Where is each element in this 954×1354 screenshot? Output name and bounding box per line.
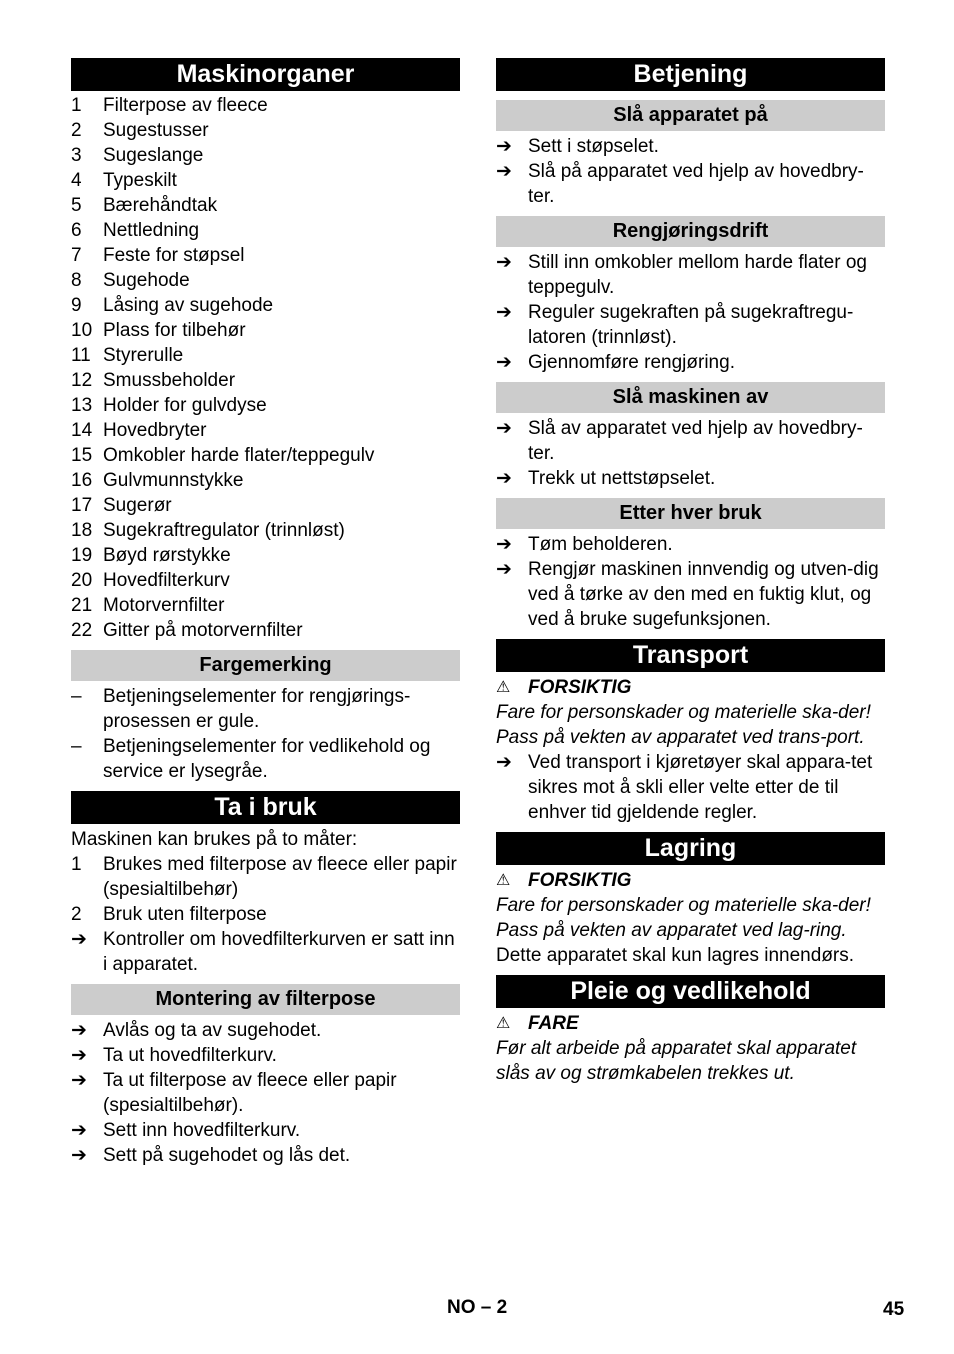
arrow-icon: ➔	[71, 1020, 87, 1041]
arrow-icon: ➔	[71, 1120, 87, 1141]
arrow-icon: ➔	[496, 136, 512, 157]
heading-ta-i-bruk: Ta i bruk	[71, 791, 460, 824]
list-item: 13 Holder for gulvdyse	[71, 395, 267, 416]
list-item: 22 Gitter på motorvernfilter	[71, 620, 303, 641]
heading-pleie: Pleie og vedlikehold	[496, 975, 885, 1008]
warning-icon: ⚠	[496, 1015, 511, 1032]
step-item: ➔ Reguler sugekraften på sugekraftregu-latoren (trinnløst).	[496, 302, 854, 348]
list-item: 3 Sugeslange	[71, 145, 204, 166]
right-column	[496, 58, 885, 1086]
heading-fargemerking: Fargemerking	[71, 650, 460, 681]
heading-betjening: Betjening	[496, 58, 885, 91]
step-item: ➔ Gjennomføre rengjøring.	[496, 352, 735, 373]
parts-list	[71, 93, 460, 643]
list-item: 1 Brukes med filterpose av fleece eller papir (spesialtilbehør)	[71, 854, 457, 900]
step-item: ➔ Slå på apparatet ved hjelp av hovedbry-ter.	[496, 161, 864, 207]
list-item: 11 Styrerulle	[71, 345, 184, 366]
list-item: 4 Typeskilt	[71, 170, 177, 191]
step-item: ➔ Ta ut filterpose av fleece eller papir (spesialtilbehør).	[71, 1070, 397, 1116]
caution-text: Fare for personskader og materielle ska-der! Pass på vekten av apparatet ved trans-port.	[496, 702, 871, 748]
heading-maskinorganer: Maskinorganer	[71, 58, 460, 91]
danger-label: ⚠ FARE	[496, 1013, 579, 1034]
step-item: ➔ Ved transport i kjøretøyer skal appara-tet sikres mot å skli eller velte etter de til enhver tid gjeldende regler.	[496, 752, 873, 823]
caution-text: Fare for personskader og materielle ska-der! Pass på vekten av apparatet ved lag-ring.	[496, 895, 871, 941]
arrow-icon: ➔	[496, 468, 512, 489]
list-item: 1 Filterpose av fleece	[71, 95, 268, 116]
heading-montering: Montering av filterpose	[71, 984, 460, 1015]
danger-text: Før alt arbeide på apparatet skal apparatet slås av og strømkabelen trekkes ut.	[496, 1038, 857, 1084]
step-item: ➔ Sett i støpselet.	[496, 136, 659, 157]
list-item: 12 Smussbeholder	[71, 370, 236, 391]
left-column	[71, 58, 460, 1168]
heading-sla-pa: Slå apparatet på	[496, 100, 885, 131]
list-item: 6 Nettledning	[71, 220, 200, 241]
heading-lagring: Lagring	[496, 832, 885, 865]
warning-icon: ⚠	[496, 679, 511, 696]
step-item: ➔ Kontroller om hovedfilterkurven er satt inn i apparatet.	[71, 929, 455, 975]
list-item: 2 Sugestusser	[71, 120, 209, 141]
intro-text: Maskinen kan brukes på to måter:	[71, 829, 358, 850]
list-item: 8 Sugehode	[71, 270, 190, 291]
caution-label: ⚠ FORSIKTIG	[496, 870, 632, 891]
arrow-icon: ➔	[496, 752, 512, 773]
arrow-icon: ➔	[71, 1045, 87, 1066]
list-item: 7 Feste for støpsel	[71, 245, 245, 266]
list-item: 18 Sugekraftregulator (trinnløst)	[71, 520, 345, 541]
list-item: 21 Motorvernfilter	[71, 595, 225, 616]
step-item: ➔ Avlås og ta av sugehodet.	[71, 1020, 322, 1041]
list-item: 20 Hovedfilterkurv	[71, 570, 230, 591]
arrow-icon: ➔	[496, 534, 512, 555]
list-item: 5 Bærehåndtak	[71, 195, 218, 216]
list-item: – Betjeningselementer for vedlikehold og service er lysegråe.	[71, 736, 431, 782]
arrow-icon: ➔	[71, 1145, 87, 1166]
heading-rengjoring: Rengjøringsdrift	[496, 216, 885, 247]
arrow-icon: ➔	[496, 418, 512, 439]
step-item: ➔ Slå av apparatet ved hjelp av hovedbry-ter.	[496, 418, 863, 464]
arrow-icon: ➔	[71, 1070, 87, 1091]
step-item: ➔ Sett på sugehodet og lås det.	[71, 1145, 351, 1166]
list-item: 19 Bøyd rørstykke	[71, 545, 231, 566]
list-item: 15 Omkobler harde flater/teppegulv	[71, 445, 375, 466]
storage-text: Dette apparatet skal kun lagres innendørs.	[496, 945, 855, 966]
arrow-icon: ➔	[496, 559, 512, 580]
heading-transport: Transport	[496, 639, 885, 672]
footer-lang-page: NO – 2	[447, 1297, 508, 1318]
list-item: 14 Hovedbryter	[71, 420, 207, 441]
caution-label: ⚠ FORSIKTIG	[496, 677, 632, 698]
arrow-icon: ➔	[496, 161, 512, 182]
list-item: 16 Gulvmunnstykke	[71, 470, 244, 491]
step-item: ➔ Trekk ut nettstøpselet.	[496, 468, 716, 489]
page-number: 45	[883, 1299, 905, 1320]
step-item: ➔ Ta ut hovedfilterkurv.	[71, 1045, 277, 1066]
list-item: 9 Låsing av sugehode	[71, 295, 274, 316]
list-item: – Betjeningselementer for rengjørings-prosessen er gule.	[71, 686, 411, 732]
arrow-icon: ➔	[496, 352, 512, 373]
arrow-icon: ➔	[71, 929, 87, 950]
heading-etter: Etter hver bruk	[496, 498, 885, 529]
step-item: ➔ Still inn omkobler mellom harde flater og teppegulv.	[496, 252, 867, 298]
arrow-icon: ➔	[496, 252, 512, 273]
step-item: ➔ Tøm beholderen.	[496, 534, 673, 555]
list-item: 10 Plass for tilbehør	[71, 320, 246, 341]
warning-icon: ⚠	[496, 872, 511, 889]
list-item: 17 Sugerør	[71, 495, 172, 516]
list-item: 2 Bruk uten filterpose	[71, 904, 267, 925]
montering-steps	[71, 1018, 460, 1168]
heading-sla-av: Slå maskinen av	[496, 382, 885, 413]
step-item: ➔ Rengjør maskinen innvendig og utven-dig ved å tørke av den med en fuktig klut, og ved å bruke sugefunksjonen.	[496, 559, 879, 630]
arrow-icon: ➔	[496, 302, 512, 323]
step-item: ➔ Sett inn hovedfilterkurv.	[71, 1120, 301, 1141]
color-coding-list	[71, 684, 460, 784]
